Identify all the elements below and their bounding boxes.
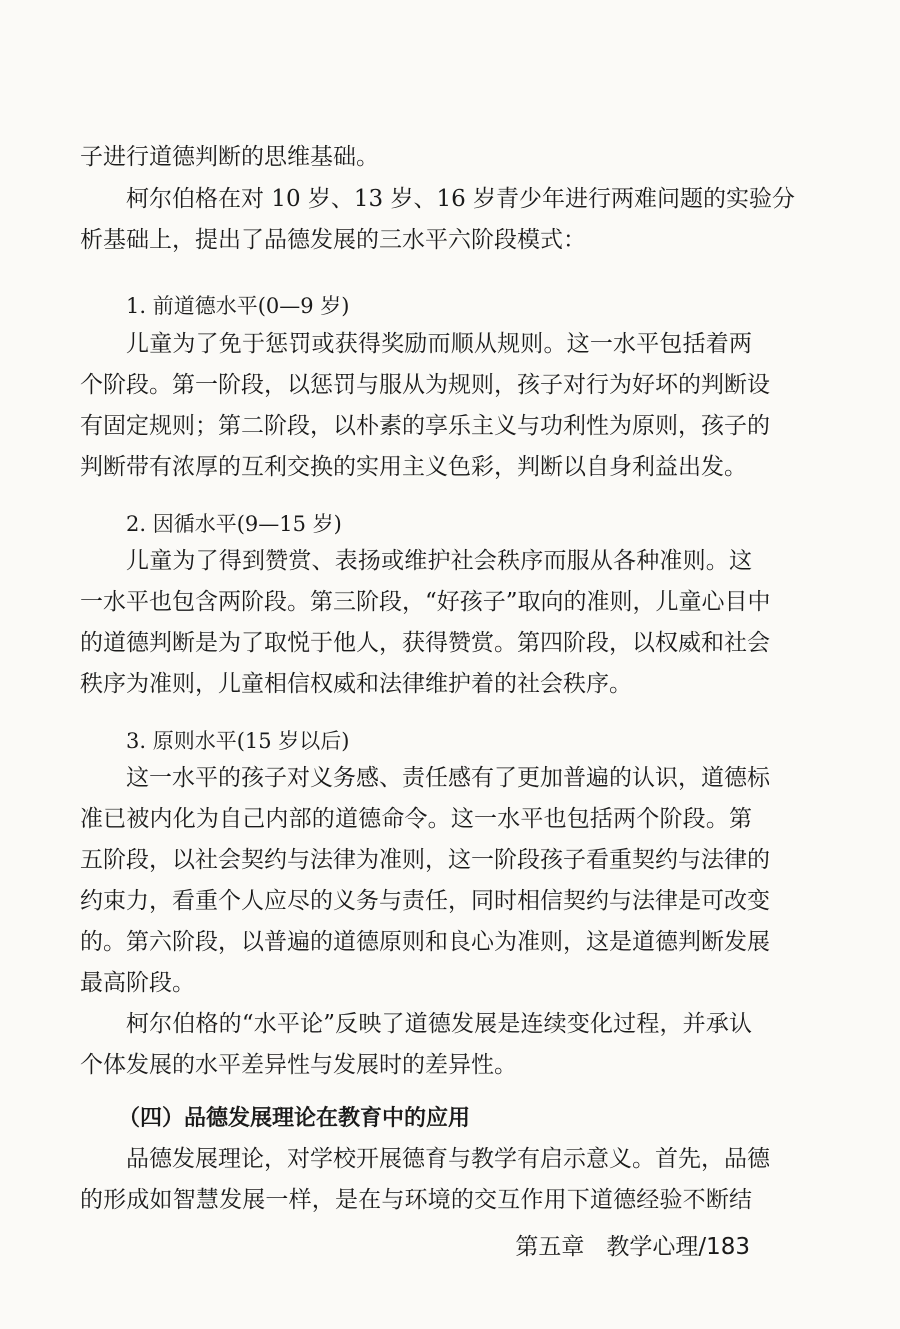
paragraph-line: 一水平也包含两阶段。第三阶段，“好孩子”取向的准则，儿童心目中 <box>80 589 771 615</box>
summary-line: 柯尔伯格的“水平论”反映了道德发展是连续变化过程，并承认 <box>126 1011 752 1037</box>
paragraph-line: 的。第六阶段，以普遍的道德原则和良心为准则，这是道德判断发展 <box>80 929 770 955</box>
paragraph-line: 约束力，看重个人应尽的义务与责任，同时相信契约与法律是可改变 <box>80 888 770 914</box>
level-heading: 3. 原则水平(15 岁以后) <box>126 729 350 753</box>
paragraph-line: 有固定规则；第二阶段，以朴素的享乐主义与功利性为原则，孩子的 <box>80 413 770 439</box>
paragraph-line: 的道德判断是为了取悦于他人，获得赞赏。第四阶段，以权威和社会 <box>80 630 770 656</box>
paragraph-line: 准已被内化为自己内部的道德命令。这一水平也包括两个阶段。第 <box>80 806 752 832</box>
level-heading: 2. 因循水平(9—15 岁) <box>126 512 342 536</box>
paragraph-line: 最高阶段。 <box>80 970 195 996</box>
section-line: 品德发展理论，对学校开展德育与教学有启示意义。首先，品德 <box>126 1146 770 1172</box>
paragraph-line: 判断带有浓厚的互利交换的实用主义色彩，判断以自身利益出发。 <box>80 454 747 480</box>
page-number: /183 <box>698 1234 750 1260</box>
summary-line: 个体发展的水平差异性与发展时的差异性。 <box>80 1052 517 1078</box>
paragraph-line: 儿童为了免于惩罚或获得奖励而顺从规则。这一水平包括着两 <box>126 331 752 357</box>
continuation-line: 子进行道德判断的思维基础。 <box>80 144 379 170</box>
paragraph-line: 儿童为了得到赞赏、表扬或维护社会秩序而服从各种准则。这 <box>126 548 752 574</box>
level-heading: 1. 前道德水平(0—9 岁) <box>126 294 350 318</box>
page-footer <box>515 1229 750 1265</box>
paragraph-line: 秩序为准则，儿童相信权威和法律维护着的社会秩序。 <box>80 671 632 697</box>
paragraph-line: 个阶段。第一阶段，以惩罚与服从为规则，孩子对行为好坏的判断设 <box>80 372 770 398</box>
section-heading: （四）品德发展理论在教育中的应用 <box>118 1106 471 1131</box>
footer-chapter: 第五章 <box>515 1234 585 1260</box>
paragraph-line: 这一水平的孩子对义务感、责任感有了更加普遍的认识，道德标 <box>126 765 770 791</box>
footer-title: 教学心理 <box>606 1234 699 1260</box>
section-line: 的形成如智慧发展一样，是在与环境的交互作用下道德经验不断结 <box>80 1187 752 1213</box>
paragraph-line: 五阶段，以社会契约与法律为准则，这一阶段孩子看重契约与法律的 <box>80 847 770 873</box>
intro-line: 析基础上，提出了品德发展的三水平六阶段模式： <box>80 227 586 253</box>
intro-line: 柯尔伯格在对 10 岁、13 岁、16 岁青少年进行两难问题的实验分 <box>126 186 796 212</box>
